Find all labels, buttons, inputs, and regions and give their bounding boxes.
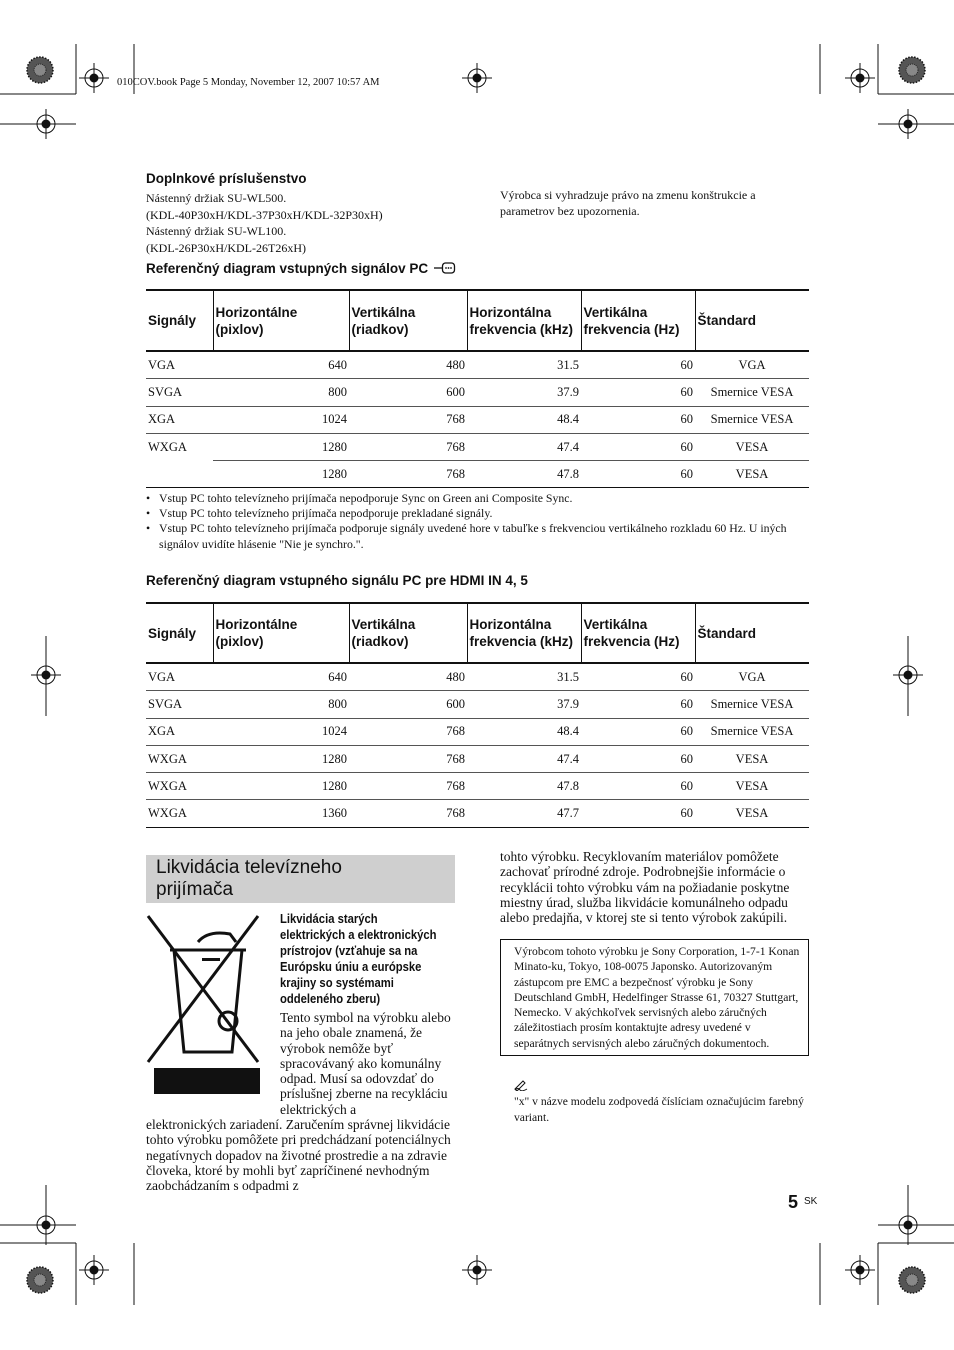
table-cell: Smernice VESA	[695, 691, 809, 718]
table-row	[146, 406, 809, 433]
table-cell: WXGA	[148, 439, 187, 454]
table-cell: XGA	[146, 718, 213, 745]
hdmi-signal-table	[146, 602, 809, 828]
table-cell: 480	[349, 663, 467, 691]
table-cell: WXGA	[146, 745, 213, 772]
table-row	[146, 800, 809, 827]
table-cell: VGA	[695, 351, 809, 379]
table-cell: 48.4	[467, 718, 581, 745]
accessory-line: Nástenný držiak SU-WL500.	[146, 191, 287, 205]
table-cell	[146, 461, 213, 488]
table-cell: 47.4	[467, 433, 581, 460]
crossed-out-bin-icon	[146, 912, 264, 1096]
pc-input-icon	[434, 262, 456, 274]
table-cell: VGA	[146, 351, 213, 379]
table-row	[146, 745, 809, 772]
table-header: Vertikálna frekvencia (Hz)	[581, 290, 695, 351]
table-cell: Smernice VESA	[695, 379, 809, 406]
table-cell: 47.4	[467, 745, 581, 772]
table-cell: 768	[349, 745, 467, 772]
table-cell: VESA	[695, 433, 809, 460]
table-cell: 600	[349, 691, 467, 718]
table-cell: 48.4	[467, 406, 581, 433]
table-cell: 60	[581, 461, 695, 488]
disposal-subtitle: Likvidácia starých elektrických a elektronických prístrojov (vzťahuje sa na Európsku úniu a európske krajiny so systémami oddeleného zberu)	[280, 911, 437, 1006]
table-row	[146, 379, 809, 406]
table-cell: Smernice VESA	[695, 406, 809, 433]
table-cell: 47.7	[467, 800, 581, 827]
table-cell: WXGA	[146, 800, 213, 827]
table-cell: VGA	[695, 663, 809, 691]
table-cell: 480	[349, 351, 467, 379]
print-header: 010COV.book Page 5 Monday, November 12, 2007 10:57 AM	[117, 77, 380, 88]
table-header: Vertikálna (riadkov)	[349, 290, 467, 351]
table-cell: 1024	[213, 718, 349, 745]
table-header: Vertikálna frekvencia (Hz)	[581, 603, 695, 663]
table-cell: SVGA	[146, 691, 213, 718]
table-cell: VESA	[695, 745, 809, 772]
table-cell: Smernice VESA	[695, 718, 809, 745]
table-header: Štandard	[695, 290, 809, 351]
table-row	[146, 461, 809, 488]
table-row	[146, 718, 809, 745]
table-row	[146, 351, 809, 379]
pc-signal-notes	[146, 491, 811, 552]
table-row	[146, 773, 809, 800]
accessory-line: (KDL-26P30xH/KDL-26T26xH)	[146, 240, 306, 255]
table-cell: 1280	[213, 773, 349, 800]
table-cell: 60	[581, 800, 695, 827]
table-cell: XGA	[146, 406, 213, 433]
manufacturer-notice: Výrobca si vyhradzuje právo na zmenu konštrukcie a parametrov bez upozornenia.	[500, 188, 756, 218]
table-cell: 768	[349, 406, 467, 433]
table-row	[146, 663, 809, 691]
table-cell: 60	[581, 433, 695, 460]
table-cell: VGA	[146, 663, 213, 691]
table-cell: 1280	[213, 433, 349, 460]
manufacturer-box: Výrobcom tohoto výrobku je Sony Corporation, 1-7-1 Konan Minato-ku, Tokyo, 108-0075 Japonsko. Autorizovaným zástupcom pre EMC a bezpečnosť výrobku je Sony Deutschland GmbH, Hedelfinger Strasse 61, 70327 Stuttgart, Nemecko. V akýchkoľvek servisných alebo záručných záležitostiach prosím kontaktujte adresy uvedené v separátnych servisných alebo záručných dokumentoch.	[500, 939, 809, 1056]
table-header: Horizontálne (pixlov)	[213, 290, 349, 351]
table-row	[146, 691, 809, 718]
accessories-list	[146, 190, 383, 256]
table-cell: 31.5	[467, 663, 581, 691]
table-cell: 31.5	[467, 351, 581, 379]
table-cell: 60	[581, 745, 695, 772]
table-header: Signály	[146, 290, 213, 351]
table-cell: 47.8	[467, 461, 581, 488]
table-cell: WXGA	[146, 773, 213, 800]
model-note: "x" v názve modelu zodpovedá číslíciam označujúcim farebný variant.	[514, 1095, 804, 1124]
list-item: • Vstup PC tohto televízneho prijímača nepodporuje Sync on Green ani Composite Sync.	[146, 491, 811, 506]
table-cell: 60	[581, 691, 695, 718]
accessories-title: Doplnkové príslušenstvo	[146, 171, 307, 186]
table-cell: 37.9	[467, 691, 581, 718]
table-cell: VESA	[695, 773, 809, 800]
page-language: SK	[804, 1196, 818, 1207]
table-header: Horizontálna frekvencia (kHz)	[467, 290, 581, 351]
table-cell: 60	[581, 406, 695, 433]
table-cell: 640	[213, 351, 349, 379]
table-cell: 60	[581, 351, 695, 379]
disposal-text-c: tohto výrobku. Recyklovaním materiálov pomôžete zachovať prírodné zdroje. Podrobnejšie informácie o recyklácii tohto výrobku vám na požiadanie poskytne miestny úrad, služba likvidácie komunálneho odpadu alebo predajňa, v ktorej ste si tento výrobok zakúpili.	[500, 849, 790, 926]
table-header: Štandard	[695, 603, 809, 663]
table-header: Horizontálne (pixlov)	[213, 603, 349, 663]
pc-signal-table	[146, 289, 809, 488]
table-cell: 37.9	[467, 379, 581, 406]
table-cell: SVGA	[146, 379, 213, 406]
table-header: Horizontálna frekvencia (kHz)	[467, 603, 581, 663]
table-row	[146, 433, 809, 460]
table-cell: 1024	[213, 406, 349, 433]
section-title-hdmi-signals: Referenčný diagram vstupného signálu PC pre HDMI IN 4, 5	[146, 573, 528, 588]
table-cell: VESA	[695, 461, 809, 488]
table-cell: 640	[213, 663, 349, 691]
table-cell: 1280	[213, 745, 349, 772]
table-cell: 800	[213, 379, 349, 406]
table-cell: 1360	[213, 800, 349, 827]
table-cell: 768	[349, 461, 467, 488]
table-cell: 47.8	[467, 773, 581, 800]
table-cell: 60	[581, 718, 695, 745]
table-cell: 768	[349, 433, 467, 460]
page-number: 5	[788, 1192, 799, 1212]
accessory-line: (KDL-40P30xH/KDL-37P30xH/KDL-32P30xH)	[146, 207, 383, 222]
table-cell: 768	[349, 773, 467, 800]
note-pencil-icon	[514, 1079, 528, 1091]
section-title-pc-signals: Referenčný diagram vstupných signálov PC	[146, 261, 456, 276]
table-header: Signály	[146, 603, 213, 663]
table-cell: 800	[213, 691, 349, 718]
accessory-line: Nástenný držiak SU-WL100.	[146, 224, 287, 238]
table-cell: 1280	[213, 461, 349, 488]
list-item: • Vstup PC tohto televízneho prijímača nepodporuje prekladané signály.	[146, 506, 811, 521]
table-cell: 60	[581, 379, 695, 406]
disposal-text-b: elektronických zariadení. Zaručením správnej likvidácie tohto výrobku pomôžete pri predchádzaní potenciálnych negatívnych dopadov na životné prostredie a na zdravie človeka, ktoré by mohli byť zapríčinené nevhodným zaobchádzaním s odpadmi z	[146, 1117, 451, 1194]
table-cell: VESA	[695, 800, 809, 827]
table-cell: 60	[581, 773, 695, 800]
disposal-banner	[146, 855, 455, 903]
table-header: Vertikálna (riadkov)	[349, 603, 467, 663]
disposal-banner-title: Likvidácia televízneho prijímača	[156, 857, 342, 900]
table-cell: 768	[349, 800, 467, 827]
disposal-text-a: Tento symbol na výrobku alebo na jeho obale znamená, že výrobok nemôže byť spracovávaný ako komunálny odpad. Musí sa odovzdať do príslušnej zberne na recykláciu elektrických a	[280, 1010, 451, 1117]
list-item: • Vstup PC tohto televízneho prijímača podporuje signály uvedené hore v tabuľke s frekvenciou vertikálneho rozkladu 60 Hz. U iných signálov uvidíte hlásenie "Nie je synchro.".	[146, 521, 811, 551]
table-cell: 600	[349, 379, 467, 406]
table-cell: 60	[581, 663, 695, 691]
table-cell: 768	[349, 718, 467, 745]
